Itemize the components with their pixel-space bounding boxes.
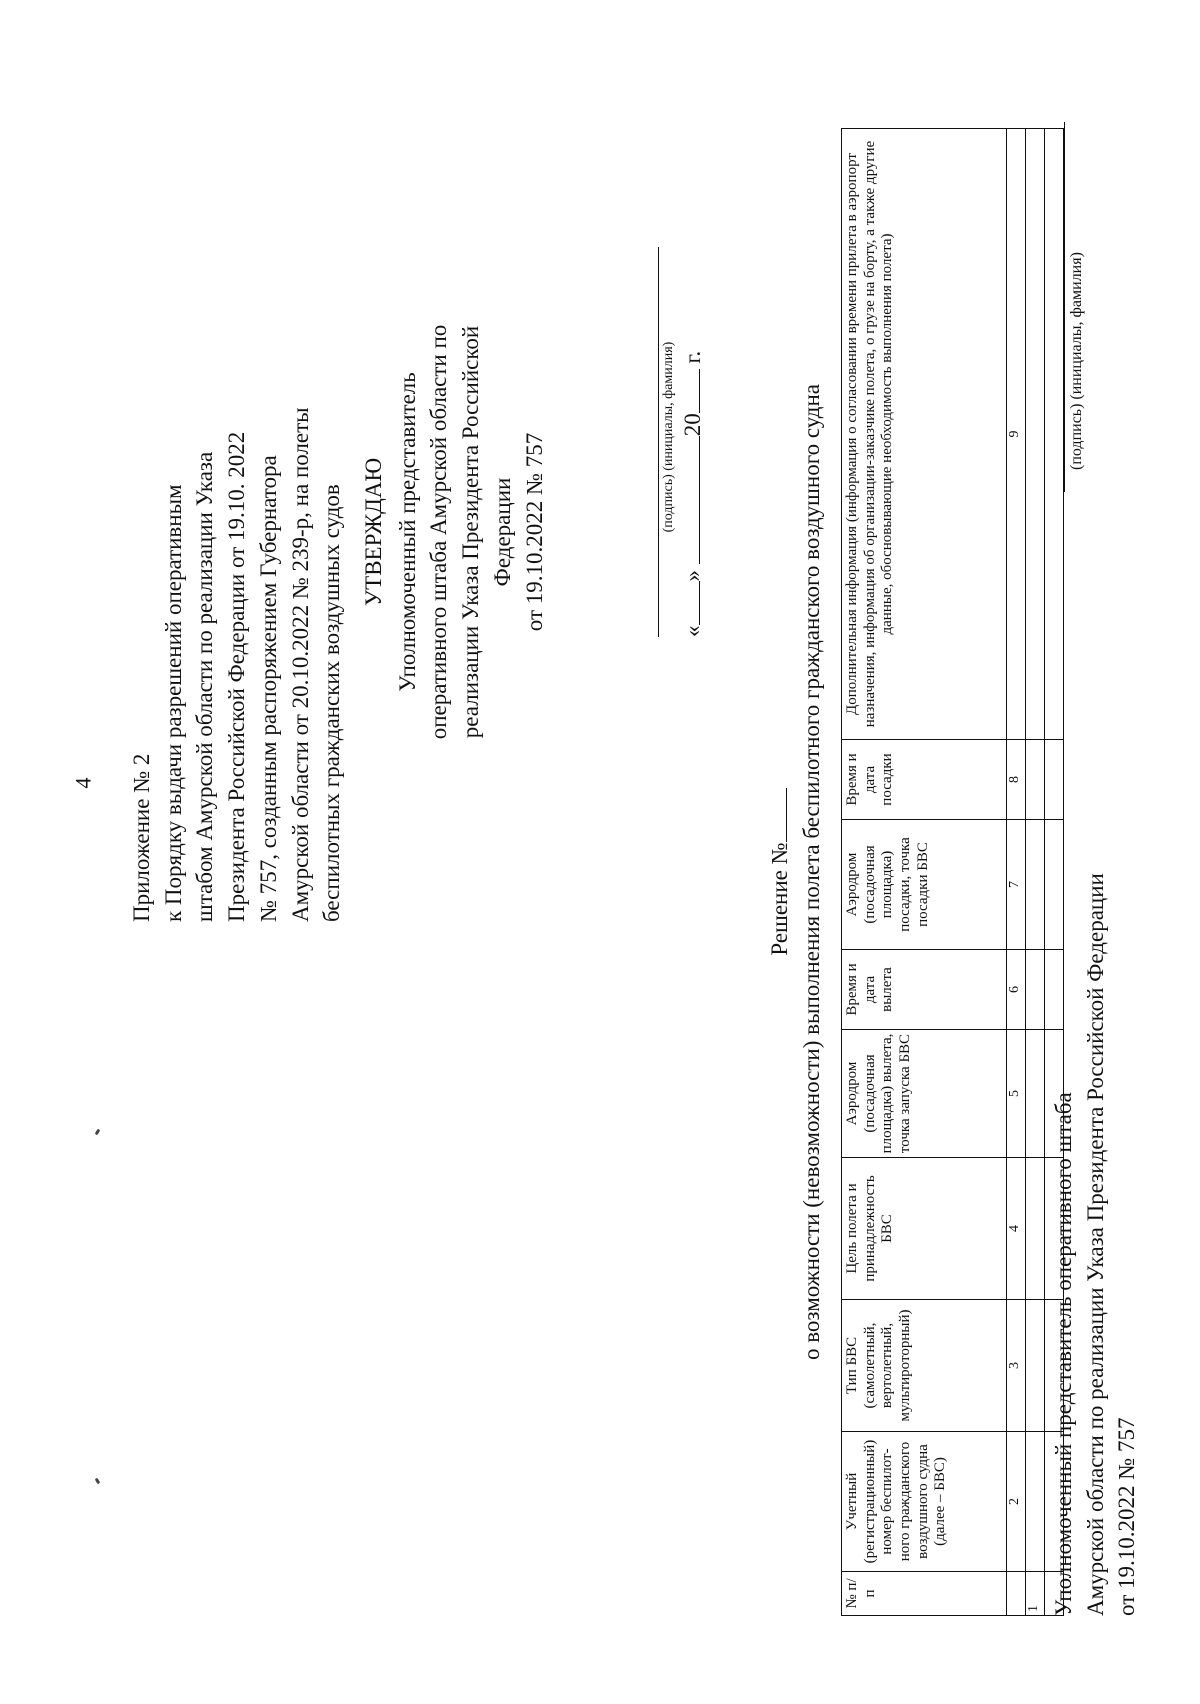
signature-caption: (подпись) (инициалы, фамилия) — [661, 341, 676, 533]
month-blank — [699, 436, 700, 564]
table-row — [1026, 129, 1045, 1616]
column-number: 9 — [1007, 129, 1026, 740]
year-prefix: 20 — [679, 413, 705, 437]
signature-line — [1064, 122, 1065, 492]
column-number-row — [1007, 129, 1026, 1616]
approve-signature-block — [658, 237, 706, 637]
approve-block — [358, 232, 550, 832]
approve-line: оперативного штаба Амурской области по — [426, 324, 452, 740]
table-cell — [1026, 950, 1045, 1030]
signature-line — [658, 247, 659, 637]
table-cell — [1026, 1432, 1045, 1572]
appendix-line: Президента Российской Федерации от 19.10. 2022 — [224, 431, 250, 922]
footer-line: от 19.10.2022 № 757 — [1114, 1417, 1140, 1616]
column-header: Время и дата вылета — [842, 950, 1007, 1030]
appendix-line: Приложение № 2 — [129, 753, 154, 922]
column-number: 6 — [1007, 950, 1026, 1030]
column-number — [1007, 1572, 1026, 1616]
footer-line: Амурской области по реализации Указа Президента Российской Федерации — [1082, 873, 1108, 1616]
table-cell — [1026, 129, 1045, 740]
rotated-sheet — [46, 92, 1140, 1652]
appendix-line: Амурской области от 20.10.2022 № 239-р, на полеты — [287, 407, 313, 922]
footer-signatory — [1048, 516, 1143, 1616]
column-number: 8 — [1007, 740, 1026, 820]
flight-table — [841, 128, 1064, 1616]
column-header: Аэродром (посадочная площадка) посадки, точка посадки БВС — [842, 820, 1007, 950]
decision-heading — [764, 92, 827, 1652]
column-header: Время и дата посадки — [842, 740, 1007, 820]
approve-line: реализации Указа Президента Российской — [458, 325, 484, 739]
column-number: 3 — [1007, 1300, 1026, 1432]
column-number: 7 — [1007, 820, 1026, 950]
table-cell — [1026, 1030, 1045, 1158]
table-cell — [1026, 1300, 1045, 1432]
year-suffix: г. — [679, 350, 705, 364]
row-number: 1 — [1026, 1572, 1045, 1616]
signature-caption: (подпись) (инициалы, фамилия) — [1068, 252, 1085, 470]
approve-line: Уполномоченный представитель — [394, 372, 420, 692]
appendix-line: беспилотных гражданских воздушных судов — [319, 484, 345, 922]
appendix-line: к Порядку выдачи разрешений оперативным — [160, 484, 186, 922]
decision-number-blank — [786, 788, 787, 842]
appendix-line: штабом Амурской области по реализации Указа — [192, 451, 218, 922]
decision-title: Решение № — [767, 842, 792, 956]
date-open-quote: « — [679, 625, 705, 637]
approve-line: Федерации — [489, 477, 515, 587]
table-cell — [1026, 1158, 1045, 1300]
column-header: Цель полета и принадлежность БВС — [842, 1158, 1007, 1300]
table-cell — [1026, 740, 1045, 820]
footer-line: Уполномоченный представитель оперативного штаба — [1051, 1092, 1076, 1616]
year-blank — [699, 369, 700, 413]
page-number: 4 — [70, 777, 96, 789]
table-header-row — [842, 129, 1007, 1616]
column-number: 5 — [1007, 1030, 1026, 1158]
day-blank — [699, 582, 700, 626]
decision-subtitle: о возможности (невозможности) выполнения полета беспилотного гражданского воздушного судна — [798, 384, 824, 1361]
column-header: Тип БВС (самолетный, вертолетный, мультироторный) — [842, 1300, 1007, 1432]
footer-signature-block — [1064, 122, 1086, 492]
column-header: Аэродром (посадочная площадка) вылета, точка запуска БВС — [842, 1030, 1007, 1158]
table-cell — [1026, 820, 1045, 950]
column-number: 4 — [1007, 1158, 1026, 1300]
approve-title: УТВЕРЖДАЮ — [361, 457, 386, 607]
date-close-quote: » — [679, 570, 705, 582]
appendix-line: № 757, созданным распоряжением Губернатора — [255, 455, 281, 922]
column-number: 2 — [1007, 1432, 1026, 1572]
column-header: Учетный (регистрационный) номер беспилот-ного гражданского воздушного судна (далее – БВС) — [842, 1432, 1007, 1572]
column-header: № п/п — [842, 1572, 1007, 1616]
approval-date — [680, 237, 706, 637]
appendix-block — [126, 132, 348, 922]
approve-line: от 19.10.2022 № 757 — [521, 432, 547, 632]
column-header: Дополнительная информация (информация о согласовании времени прилета в аэропорт назначения, информация об организации-заказчике полета, о грузе на борту, а также другие данные, обосновывающие необходимость выполнения полета) — [842, 129, 1007, 740]
